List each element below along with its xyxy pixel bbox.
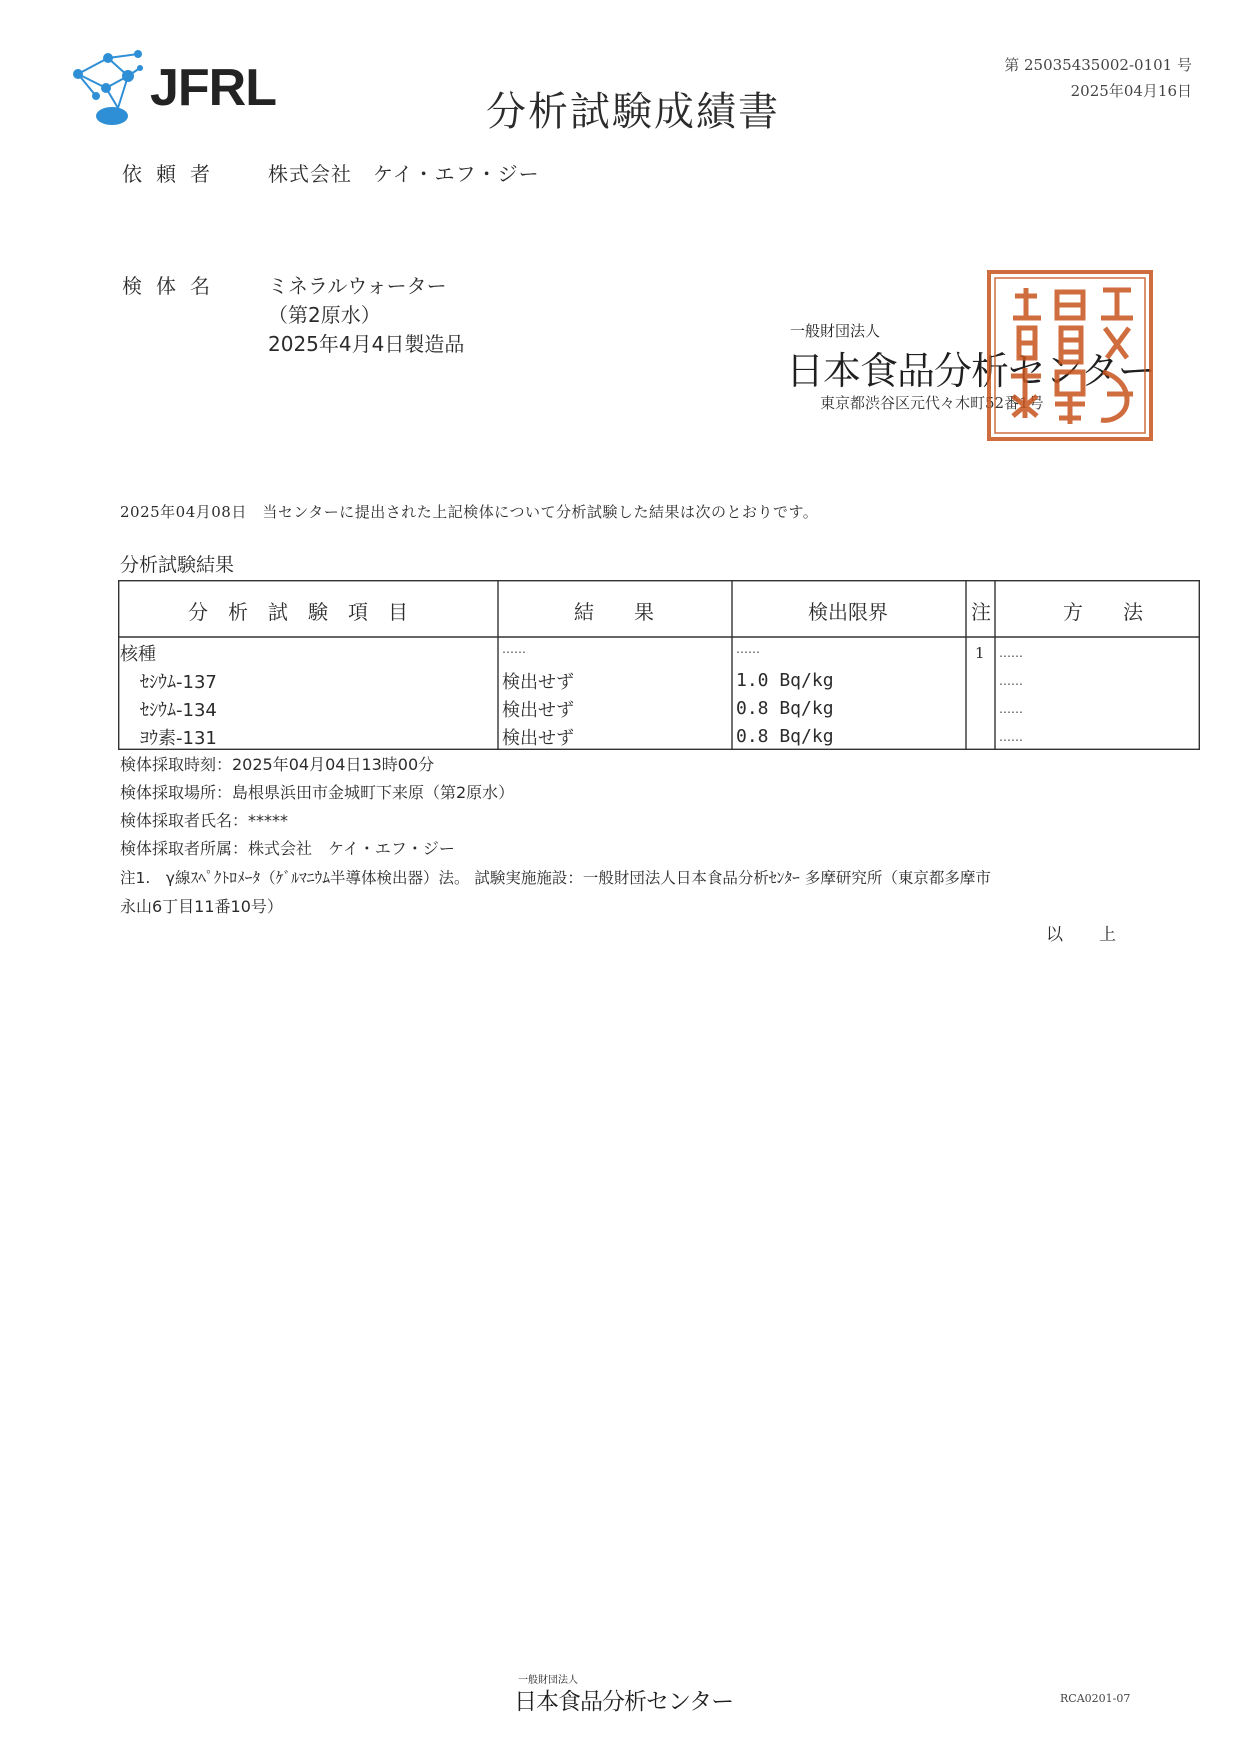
table-row-item: ｾｼｳﾑ-134 <box>140 700 217 721</box>
sample-name: ミネラルウォーター <box>268 274 447 298</box>
column-header-result: 結 果 <box>574 600 654 624</box>
page-title: 分析試験成績書 <box>486 89 780 135</box>
sampling-time: 検体採取時刻：2025年04月04日13時00分 <box>120 755 435 774</box>
table-row-limit: 0.8 Bq/kg <box>736 726 834 747</box>
form-code: RCA0201-07 <box>1060 1692 1131 1705</box>
method-footnote-continued: 永山6丁目11番10号） <box>120 897 283 916</box>
table-row-limit: 1.0 Bq/kg <box>736 670 834 691</box>
table-row-result: 検出せず <box>502 672 574 693</box>
table-row-method: …… <box>999 674 1023 688</box>
results-heading: 分析試験結果 <box>120 554 235 576</box>
sampler-affiliation: 検体採取者所属：株式会社 ケイ・エフ・ジー <box>120 839 455 858</box>
table-row-result: 検出せず <box>502 728 574 749</box>
sample-source: （第2原水） <box>268 303 381 327</box>
method-footnote: 注1. γ線ｽﾍﾟｸﾄﾛﾒｰﾀ（ｹﾞﾙﾏﾆｳﾑ半導体検出器）法。 試験実施施設：一般財団法人日本食品分析ｾﾝﾀｰ 多摩研究所（東京都多摩市 <box>120 869 991 887</box>
sample-manufacture-date: 2025年4月4日製造品 <box>268 332 465 356</box>
table-row-result: 検出せず <box>502 700 574 721</box>
column-header-limit: 検出限界 <box>808 600 888 624</box>
official-seal-icon <box>985 268 1155 443</box>
group-note-number: 1 <box>975 644 985 662</box>
column-header-note: 注 <box>971 600 991 624</box>
table-row-item: ｾｼｳﾑ-137 <box>140 672 217 693</box>
issuer-address: 東京都渋谷区元代々木町52番1号 <box>820 394 1044 412</box>
table-row-method: …… <box>999 730 1023 744</box>
footer-issuer-prefix: 一般財団法人 <box>518 1675 578 1686</box>
group-result-placeholder: …… <box>502 642 526 656</box>
footer-issuer-name: 日本食品分析センター <box>514 1689 734 1715</box>
closing-mark: 以上 <box>1046 925 1152 945</box>
requester-label: 依頼者 <box>122 162 224 186</box>
group-method-placeholder: …… <box>999 646 1023 660</box>
sampling-location: 検体採取場所：島根県浜田市金城町下来原（第2原水） <box>120 783 515 802</box>
column-header-item: 分 析 試 験 項 目 <box>188 600 408 624</box>
table-row-limit: 0.8 Bq/kg <box>736 698 834 719</box>
intro-statement: 2025年04月08日 当センターに提出された上記検体について分析試験した結果は次のとおりです。 <box>120 503 819 521</box>
issuer-name: 日本食品分析センター <box>786 349 1155 393</box>
table-row-item: ﾖｳ素-131 <box>140 728 217 749</box>
logo-wordmark: JFRL <box>150 59 276 117</box>
group-limit-placeholder: …… <box>736 642 760 656</box>
table-row-method: …… <box>999 702 1023 716</box>
sampler-name: 検体採取者氏名：***** <box>120 811 289 830</box>
issue-date: 2025年04月16日 <box>1070 82 1192 100</box>
results-table <box>118 580 1200 750</box>
issuer-prefix: 一般財団法人 <box>790 322 881 340</box>
requester-value: 株式会社 ケイ・エフ・ジー <box>268 162 540 186</box>
document-number: 第 25035435002-0101 号 <box>1004 56 1192 74</box>
group-label: 核種 <box>120 644 156 665</box>
column-header-method: 方 法 <box>1063 600 1143 624</box>
sample-label: 検体名 <box>122 274 224 298</box>
